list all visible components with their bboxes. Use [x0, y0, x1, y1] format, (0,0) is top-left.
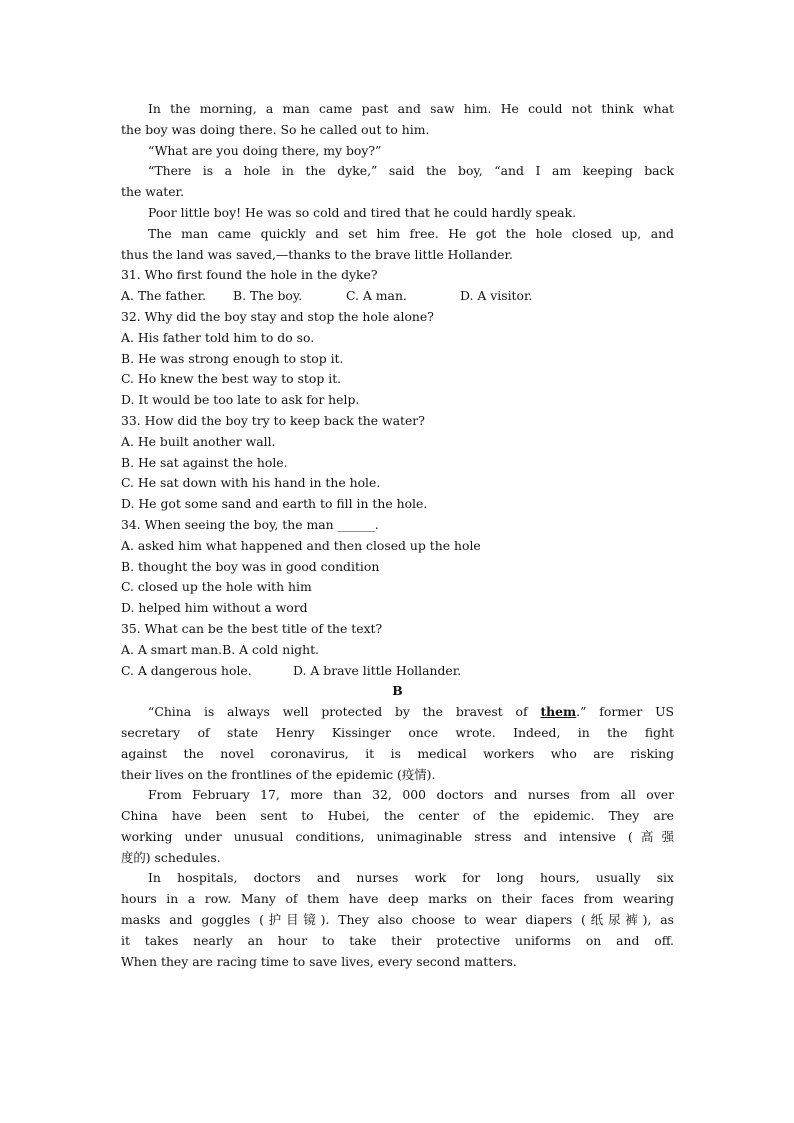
option-b[interactable]: B. A cold night. — [222, 641, 319, 657]
paragraph-line: against the novel coronavirus, it is medical workers who are risking — [121, 745, 674, 761]
passage-a — [121, 99, 674, 265]
passage-b-paragraph-2 — [121, 785, 674, 868]
question-31 — [121, 265, 674, 307]
option-c[interactable]: C. A dangerous hole. — [121, 662, 252, 678]
question-stem: 34. When seeing the boy, the man ______. — [121, 516, 379, 532]
paragraph-line: In the morning, a man came past and saw him. He could not think what — [148, 101, 674, 116]
section-heading: B — [392, 683, 403, 699]
paragraph-line: their lives on the frontlines of the epidemic (疫情). — [121, 766, 436, 782]
option-b[interactable]: B. thought the boy was in good condition — [121, 558, 380, 574]
option-c[interactable]: C. closed up the hole with him — [121, 579, 312, 595]
paragraph-line: From February 17, more than 32, 000 doctors and nurses from all over — [148, 787, 674, 803]
question-stem: 31. Who first found the hole in the dyke? — [121, 267, 378, 283]
dialogue-line: “There is a hole in the dyke,” said the boy, “and I am keeping back — [148, 163, 674, 179]
option-c[interactable]: C. A man. — [346, 288, 407, 304]
option-a[interactable]: A. He built another wall. — [121, 433, 276, 449]
question-34 — [121, 515, 674, 619]
option-b[interactable]: B. The boy. — [233, 288, 303, 304]
underlined-word: them — [540, 704, 577, 720]
dialogue-line: “What are you doing there, my boy?” — [148, 142, 382, 158]
question-32 — [121, 307, 674, 411]
paragraph-line: thus the land was saved,—thanks to the brave little Hollander. — [121, 246, 513, 262]
paragraph-line: The man came quickly and set him free. He got the hole closed up, and — [148, 225, 674, 241]
passage-b-paragraph-1 — [121, 702, 674, 785]
paragraph-line: Poor little boy! He was so cold and tired that he could hardly speak. — [148, 204, 577, 220]
paragraph-line: the boy was doing there. So he called out to him. — [121, 121, 430, 137]
question-stem: 35. What can be the best title of the text? — [121, 620, 383, 636]
option-row — [121, 286, 674, 307]
paragraph-line: working under unusual conditions, unimaginable stress and intensive (高强 — [121, 828, 674, 844]
option-b[interactable]: B. He sat against the hole. — [121, 454, 288, 470]
paragraph-line: In hospitals, doctors and nurses work for long hours, usually six — [148, 870, 674, 886]
option-d[interactable]: D. helped him without a word — [121, 600, 308, 616]
text-segment: “China is always well protected by the bravest of — [148, 704, 541, 720]
question-35 — [121, 619, 674, 681]
option-d[interactable]: D. It would be too late to ask for help. — [121, 392, 360, 408]
option-c[interactable]: C. Ho knew the best way to stop it. — [121, 371, 342, 387]
option-c[interactable]: C. He sat down with his hand in the hole. — [121, 475, 381, 491]
option-a[interactable]: A. His father told him to do so. — [121, 329, 315, 345]
question-33 — [121, 411, 674, 515]
text-segment: .” former US — [576, 704, 674, 720]
option-row — [121, 661, 674, 682]
question-stem: 32. Why did the boy stay and stop the hole alone? — [121, 308, 434, 324]
option-d[interactable]: D. A visitor. — [460, 288, 533, 304]
paragraph-line: hours in a row. Many of them have deep marks on their faces from wearing — [121, 891, 674, 907]
document-page — [121, 99, 674, 972]
option-b[interactable]: B. He was strong enough to stop it. — [121, 350, 344, 366]
option-d[interactable]: D. He got some sand and earth to fill in the hole. — [121, 496, 428, 512]
paragraph-line — [121, 702, 674, 723]
paragraph-line: 度的) schedules. — [121, 849, 221, 865]
paragraph-line: China have been sent to Hubei, the center of the epidemic. They are — [121, 808, 674, 824]
paragraph-line: secretary of state Henry Kissinger once wrote. Indeed, in the fight — [121, 724, 674, 740]
option-a[interactable]: A. A smart man. — [121, 641, 223, 657]
option-row — [121, 640, 674, 661]
option-a[interactable]: A. asked him what happened and then closed up the hole — [121, 537, 481, 553]
paragraph-line: When they are racing time to save lives, every second matters. — [121, 953, 517, 969]
paragraph-line: masks and goggles (护目镜). They also choose to wear diapers (纸尿裤), as — [121, 912, 674, 928]
passage-b-paragraph-3 — [121, 868, 674, 972]
option-d[interactable]: D. A brave little Hollander. — [293, 662, 462, 678]
question-stem: 33. How did the boy try to keep back the water? — [121, 412, 425, 428]
option-a[interactable]: A. The father. — [121, 288, 207, 304]
paragraph-line: it takes nearly an hour to take their protective uniforms on and off. — [121, 932, 674, 948]
dialogue-line: the water. — [121, 184, 185, 200]
